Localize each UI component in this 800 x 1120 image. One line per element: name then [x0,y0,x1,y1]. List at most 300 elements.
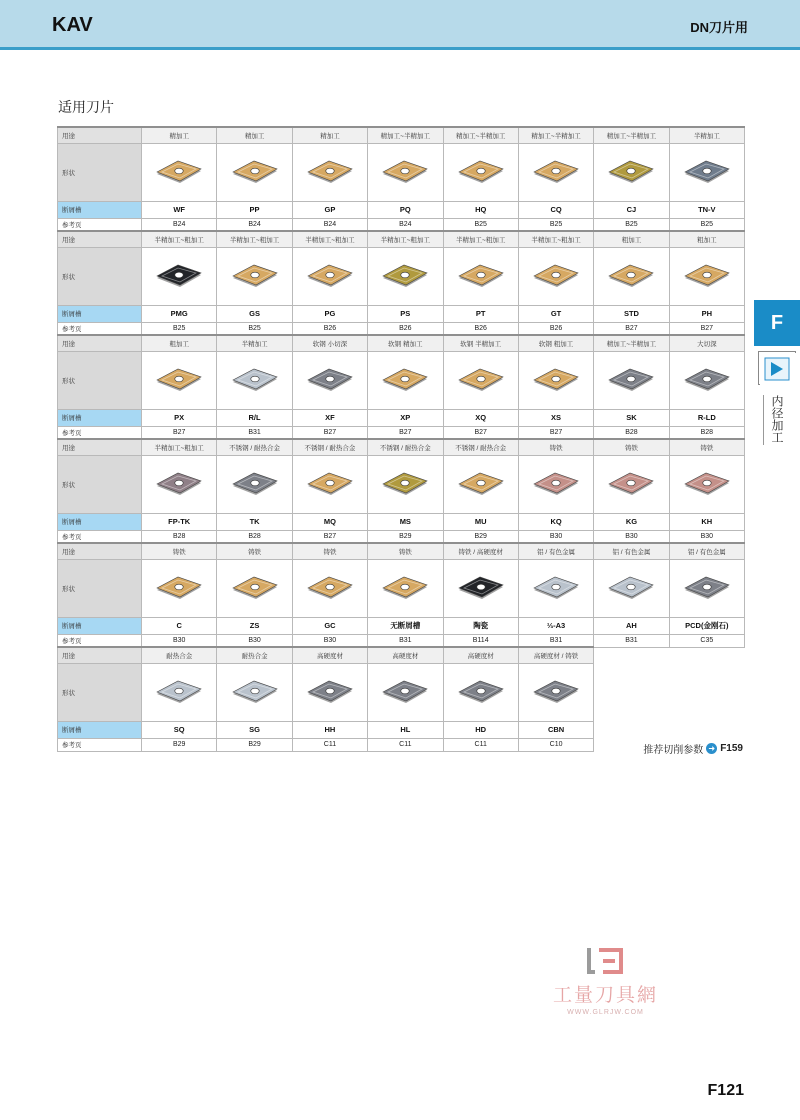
side-divider [763,395,764,445]
insert-shape-cell [368,663,443,721]
insert-shape-cell [217,455,292,513]
use-row-label: 用途 [58,647,142,663]
page-ref-cell[interactable]: C11 [443,738,518,751]
use-cell: 耐热合金 [217,647,292,663]
breaker-cell: XS [518,409,593,426]
breaker-cell: CQ [518,201,593,218]
page-ref-cell[interactable]: B26 [368,322,443,335]
insert-icon [606,157,656,187]
insert-icon [606,261,656,291]
shape-row [58,663,745,721]
insert-icon [456,365,506,395]
breaker-cell: GS [217,305,292,322]
breaker-cell: R/L [217,409,292,426]
insert-icon [230,677,280,707]
breaker-cell: AH [594,617,669,634]
use-cell: 高硬度材 / 铸铁 [518,647,593,663]
page-ref-cell[interactable]: B24 [368,218,443,231]
page-ref-cell[interactable]: B29 [368,530,443,543]
insert-shape-cell [518,559,593,617]
insert-grid [57,126,744,752]
insert-shape-cell [217,143,292,201]
insert-icon [682,365,732,395]
use-cell: 不锈钢 / 耐热合金 [368,439,443,455]
use-cell: 软钢 粗加工 [518,335,593,351]
page-ref-cell[interactable]: B30 [669,530,744,543]
insert-icon [456,573,506,603]
breaker-row-label: 断屑槽 [58,201,142,218]
page-ref-cell[interactable]: B30 [142,634,217,647]
use-cell: 铸铁 [594,439,669,455]
breaker-cell: GP [292,201,367,218]
page-row [58,218,745,231]
page-row-label: 参考页 [58,634,142,647]
shape-row-label: 形状 [58,559,142,617]
insert-shape-cell [368,247,443,305]
breaker-cell: PS [368,305,443,322]
insert-shape-cell [518,247,593,305]
insert-shape-cell [443,143,518,201]
insert-shape-cell [443,559,518,617]
page-ref-cell[interactable]: B27 [368,426,443,439]
insert-icon [531,157,581,187]
use-row [58,127,745,143]
insert-icon [305,677,355,707]
insert-shape-cell [292,247,367,305]
shape-row [58,455,745,513]
empty-cell [594,663,669,721]
page-ref-cell[interactable]: B25 [594,218,669,231]
use-cell: 高硬度材 [443,647,518,663]
shape-row-label: 形状 [58,663,142,721]
use-cell: 高硬度材 [292,647,367,663]
header-title: KAV [52,14,93,36]
insert-shape-cell [292,143,367,201]
arrow-right-icon: ➜ [706,743,717,754]
shape-row [58,143,745,201]
insert-shape-cell [594,559,669,617]
use-cell: 铸铁 / 高硬度材 [443,543,518,559]
use-cell: 精加工 [217,127,292,143]
insert-icon [305,261,355,291]
insert-shape-cell [142,351,217,409]
header-category: DN刀片用 [690,20,748,35]
use-cell: 软钢 小切深 [292,335,367,351]
breaker-cell: SQ [142,721,217,738]
breaker-row [58,513,745,530]
insert-icon [531,573,581,603]
insert-shape-cell [368,455,443,513]
page-ref-cell[interactable]: B27 [594,322,669,335]
use-cell: 高硬度材 [368,647,443,663]
page-ref-cell[interactable]: B25 [518,218,593,231]
insert-shape-cell [443,247,518,305]
watermark-text: 工量刀具網 [552,984,658,1006]
use-cell: 铸铁 [368,543,443,559]
insert-icon [230,573,280,603]
insert-icon [606,365,656,395]
page-ref-cell[interactable]: B25 [443,218,518,231]
page-ref-cell[interactable]: B26 [292,322,367,335]
insert-shape-cell [292,663,367,721]
insert-shape-cell [368,559,443,617]
insert-icon [682,261,732,291]
use-cell: 半精加工~粗加工 [142,231,217,247]
use-cell: 不锈钢 / 耐热合金 [217,439,292,455]
page-ref-cell[interactable]: B27 [142,426,217,439]
use-row-label: 用途 [58,543,142,559]
page-ref-cell[interactable]: B31 [594,634,669,647]
breaker-cell: FP-TK [142,513,217,530]
shape-row [58,559,745,617]
insert-shape-cell [217,351,292,409]
page-ref-cell[interactable]: B28 [594,426,669,439]
section-title: 适用刀片 [58,99,114,115]
breaker-cell: PQ [368,201,443,218]
breaker-row-label: 断屑槽 [58,513,142,530]
insert-icon [380,677,430,707]
breaker-cell: HD [443,721,518,738]
page-ref-cell[interactable]: B24 [217,218,292,231]
use-cell: 粗加工 [142,335,217,351]
use-cell: 铸铁 [669,439,744,455]
page-ref-cell[interactable]: B25 [217,322,292,335]
page-ref-cell[interactable]: B26 [518,322,593,335]
insert-shape-cell [669,455,744,513]
insert-icon [456,469,506,499]
page-ref-cell[interactable]: B27 [518,426,593,439]
insert-shape-cell [142,455,217,513]
insert-icon [154,261,204,291]
page-row [58,426,745,439]
breaker-cell: KG [594,513,669,530]
page-row-label: 参考页 [58,218,142,231]
use-cell: 铝 / 有色金属 [518,543,593,559]
use-row [58,439,745,455]
insert-shape-cell [669,559,744,617]
breaker-cell: HH [292,721,367,738]
page-ref-cell[interactable]: C10 [518,738,593,751]
breaker-cell: 无断屑槽 [368,617,443,634]
page-row-label: 参考页 [58,426,142,439]
page-ref-cell[interactable]: B30 [292,634,367,647]
use-row [58,335,745,351]
use-row-label: 用途 [58,439,142,455]
insert-shape-cell [292,351,367,409]
use-cell: 粗加工 [594,231,669,247]
insert-shape-cell [142,559,217,617]
breaker-cell: TK [217,513,292,530]
insert-shape-cell [142,247,217,305]
use-cell: 精加工~半精加工 [518,127,593,143]
use-cell: 铝 / 有色金属 [594,543,669,559]
use-cell: 精加工~半精加工 [443,127,518,143]
insert-icon [154,573,204,603]
insert-shape-cell [142,663,217,721]
breaker-cell: MS [368,513,443,530]
insert-shape-cell [518,663,593,721]
breaker-row [58,409,745,426]
page-ref-cell[interactable]: B27 [292,530,367,543]
breaker-cell: XP [368,409,443,426]
insert-icon [230,365,280,395]
page-row [58,530,745,543]
page-row [58,634,745,647]
page-ref-cell[interactable]: B114 [443,634,518,647]
insert-icon [230,469,280,499]
use-row [58,231,745,247]
insert-shape-cell [594,455,669,513]
insert-icon [305,157,355,187]
use-cell: 铝 / 有色金属 [669,543,744,559]
insert-icon [531,261,581,291]
shape-row-label: 形状 [58,455,142,513]
breaker-cell: MQ [292,513,367,530]
use-cell: 半精加工 [669,127,744,143]
insert-shape-cell [669,351,744,409]
insert-icon [606,469,656,499]
insert-shape-cell [217,247,292,305]
use-cell: 铸铁 [142,543,217,559]
insert-shape-cell [669,143,744,201]
insert-shape-cell [292,559,367,617]
breaker-cell: KH [669,513,744,530]
breaker-cell: XF [292,409,367,426]
page-ref-cell[interactable]: B31 [217,426,292,439]
watermark-logo-icon [585,945,627,975]
page-ref-cell[interactable]: B25 [142,322,217,335]
page-ref-cell[interactable]: B24 [292,218,367,231]
use-row-label: 用途 [58,127,142,143]
page-ref-cell[interactable]: B30 [217,634,292,647]
insert-icon [380,469,430,499]
page-row-label: 参考页 [58,738,142,751]
breaker-cell: SG [217,721,292,738]
use-cell: 大切深 [669,335,744,351]
footnote-text: 推荐切削参数 [643,745,704,756]
empty-cell [669,721,744,738]
page-ref-cell[interactable]: B28 [669,426,744,439]
cutting-parameters-note[interactable] [643,741,743,756]
empty-cell [669,647,744,663]
breaker-cell: PH [669,305,744,322]
page-row [58,738,745,751]
use-cell: 半精加工~粗加工 [292,231,367,247]
insert-shape-cell [594,143,669,201]
page-ref-cell[interactable]: B30 [518,530,593,543]
page-ref-cell[interactable]: C35 [669,634,744,647]
insert-icon [380,365,430,395]
page-ref-cell[interactable]: B25 [669,218,744,231]
page-ref-cell[interactable]: B28 [217,530,292,543]
use-cell: 铸铁 [518,439,593,455]
insert-icon [531,677,581,707]
insert-icon [305,469,355,499]
insert-shape-cell [443,663,518,721]
breaker-cell: TN-V [669,201,744,218]
page-row-label: 参考页 [58,530,142,543]
use-cell: 精加工~半精加工 [594,335,669,351]
page-ref-cell[interactable]: C11 [368,738,443,751]
use-cell: 耐热合金 [142,647,217,663]
insert-icon [682,157,732,187]
breaker-cell: MU [443,513,518,530]
page-row [58,322,745,335]
insert-icon [456,677,506,707]
use-cell: 精加工~半精加工 [368,127,443,143]
footnote-page[interactable]: F159 [720,743,743,754]
insert-icon [531,469,581,499]
use-cell: 精加工 [292,127,367,143]
page-ref-cell[interactable]: B29 [217,738,292,751]
insert-icon [154,677,204,707]
use-cell: 半精加工 [217,335,292,351]
insert-icon [154,469,204,499]
insert-icon [380,573,430,603]
insert-table [57,126,745,752]
chapter-label: 内径加工 [770,395,784,443]
use-cell: 精加工~半精加工 [594,127,669,143]
use-cell: 半精加工~粗加工 [443,231,518,247]
insert-icon [230,157,280,187]
use-row [58,647,745,663]
insert-shape-cell [594,247,669,305]
chapter-tab[interactable]: F [754,300,800,346]
page-ref-cell[interactable]: B26 [443,322,518,335]
breaker-cell: 陶瓷 [443,617,518,634]
breaker-cell: PMG [142,305,217,322]
breaker-row-label: 断屑槽 [58,721,142,738]
breaker-cell: GC [292,617,367,634]
insert-shape-cell [443,455,518,513]
insert-shape-cell [594,351,669,409]
insert-icon [230,261,280,291]
empty-cell [669,663,744,721]
breaker-cell: GT [518,305,593,322]
use-cell: 精加工 [142,127,217,143]
breaker-cell: KQ [518,513,593,530]
page-ref-cell[interactable]: B24 [142,218,217,231]
shape-row [58,351,745,409]
watermark-url: WWW.GLRJW.COM [567,1009,644,1016]
insert-icon [682,573,732,603]
breaker-cell: R-LD [669,409,744,426]
insert-icon [531,365,581,395]
page-ref-cell[interactable]: B31 [518,634,593,647]
breaker-cell: ⅓-A3 [518,617,593,634]
use-cell: 软钢 精加工 [368,335,443,351]
page-ref-cell[interactable]: B28 [142,530,217,543]
breaker-cell: PT [443,305,518,322]
insert-shape-cell [669,247,744,305]
page-ref-cell[interactable]: B27 [669,322,744,335]
insert-shape-cell [217,663,292,721]
breaker-cell: PG [292,305,367,322]
insert-shape-cell [292,455,367,513]
use-cell: 半精加工~粗加工 [518,231,593,247]
use-cell: 粗加工 [669,231,744,247]
insert-shape-cell [518,455,593,513]
insert-icon [456,157,506,187]
breaker-cell: PCD(金刚石) [669,617,744,634]
insert-icon [456,261,506,291]
insert-icon [606,573,656,603]
insert-shape-cell [142,143,217,201]
page-ref-cell[interactable]: B30 [594,530,669,543]
insert-shape-cell [368,351,443,409]
breaker-cell: ZS [217,617,292,634]
breaker-cell: PP [217,201,292,218]
breaker-row [58,721,745,738]
header-bar [0,0,800,50]
breaker-cell: PX [142,409,217,426]
insert-icon [682,469,732,499]
breaker-row-label: 断屑槽 [58,617,142,634]
page-ref-cell[interactable]: B27 [443,426,518,439]
breaker-row [58,617,745,634]
breaker-row [58,201,745,218]
empty-cell [594,721,669,738]
page-ref-cell[interactable]: C11 [292,738,367,751]
breaker-cell: WF [142,201,217,218]
insert-shape-cell [518,351,593,409]
insert-icon [380,261,430,291]
page-ref-cell[interactable]: B29 [142,738,217,751]
insert-icon [154,157,204,187]
breaker-row [58,305,745,322]
shape-row [58,247,745,305]
insert-icon [305,573,355,603]
use-row-label: 用途 [58,231,142,247]
use-cell: 不锈钢 / 耐热合金 [443,439,518,455]
breaker-cell: SK [594,409,669,426]
empty-cell [594,647,669,663]
page-ref-cell[interactable]: B29 [443,530,518,543]
breaker-row-label: 断屑槽 [58,409,142,426]
insert-icon [380,157,430,187]
use-cell: 软钢 半精加工 [443,335,518,351]
breaker-cell: CBN [518,721,593,738]
breaker-cell: C [142,617,217,634]
breaker-row-label: 断屑槽 [58,305,142,322]
use-row-label: 用途 [58,335,142,351]
boring-bar-icon [758,351,796,385]
breaker-cell: STD [594,305,669,322]
breaker-cell: HL [368,721,443,738]
breaker-cell: CJ [594,201,669,218]
page-number: F121 [707,1082,744,1099]
use-cell: 半精加工~粗加工 [368,231,443,247]
use-cell: 半精加工~粗加工 [142,439,217,455]
breaker-cell: HQ [443,201,518,218]
insert-shape-cell [518,143,593,201]
breaker-cell: XQ [443,409,518,426]
use-cell: 铸铁 [217,543,292,559]
insert-shape-cell [217,559,292,617]
page-row-label: 参考页 [58,322,142,335]
use-cell: 不锈钢 / 耐热合金 [292,439,367,455]
insert-shape-cell [368,143,443,201]
page-ref-cell[interactable]: B27 [292,426,367,439]
shape-row-label: 形状 [58,247,142,305]
page-ref-cell[interactable]: B31 [368,634,443,647]
use-row [58,543,745,559]
use-cell: 铸铁 [292,543,367,559]
insert-icon [154,365,204,395]
insert-icon [305,365,355,395]
insert-shape-cell [443,351,518,409]
use-cell: 半精加工~粗加工 [217,231,292,247]
